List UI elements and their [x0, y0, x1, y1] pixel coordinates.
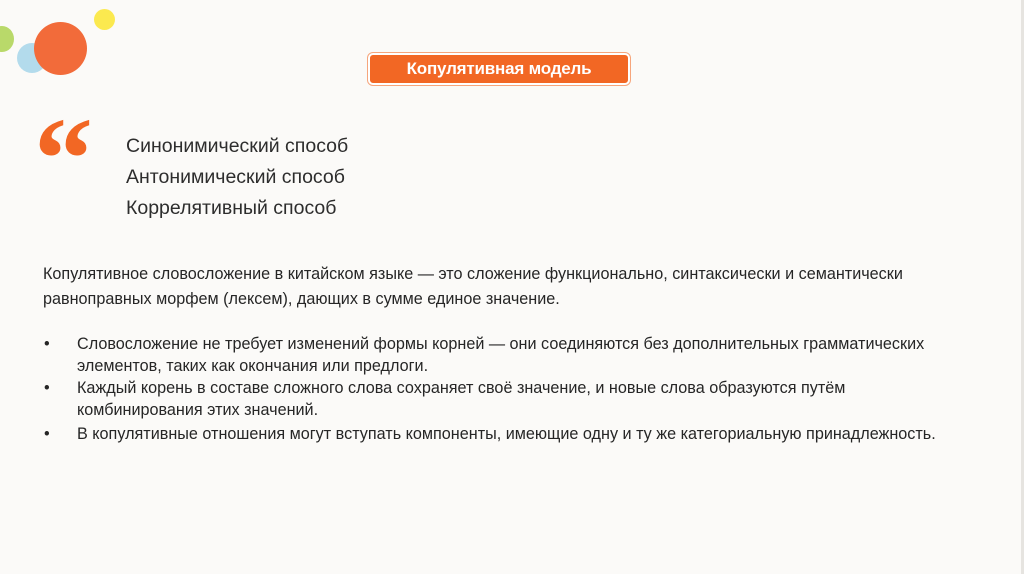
bullet-marker: •: [44, 379, 50, 397]
method-item: Синонимический способ: [126, 135, 349, 157]
bullet-marker: •: [44, 335, 50, 353]
bullet-item: [43, 421, 943, 448]
decor-yellow-circle: [94, 9, 115, 30]
methods-list: [126, 131, 348, 224]
title-badge: [368, 53, 630, 85]
decor-green-circle: [0, 26, 14, 52]
bullet-text: Каждый корень в составе сложного слова сохраняет своё значение, и новые слова образуются путём комбинирования этих значений.: [77, 379, 846, 419]
method-item: Антонимический способ: [126, 166, 345, 188]
bullet-item: [43, 333, 943, 377]
bullet-marker: •: [44, 425, 50, 443]
bullet-text: В копулятивные отношения могут вступать компоненты, имеющие одну и ту же категориальную принадлежность.: [77, 425, 936, 443]
quote-icon: “: [34, 93, 93, 224]
definition-paragraph: Копулятивное словосложение в китайском языке — это сложение функционально, синтаксически и семантически равноправных морфем (лексем), дающих в сумме единое значение.: [43, 265, 903, 308]
bullet-item: [43, 377, 943, 421]
slide-title: Копулятивная модель: [406, 59, 592, 78]
decor-orange-circle: [34, 22, 87, 75]
method-item: Коррелятивный способ: [126, 197, 337, 219]
bullet-list: [43, 333, 943, 448]
bullet-text: Словосложение не требует изменений формы корней — они соединяются без дополнительных грамматических элементов, таких как окончания или предлоги.: [77, 335, 925, 375]
